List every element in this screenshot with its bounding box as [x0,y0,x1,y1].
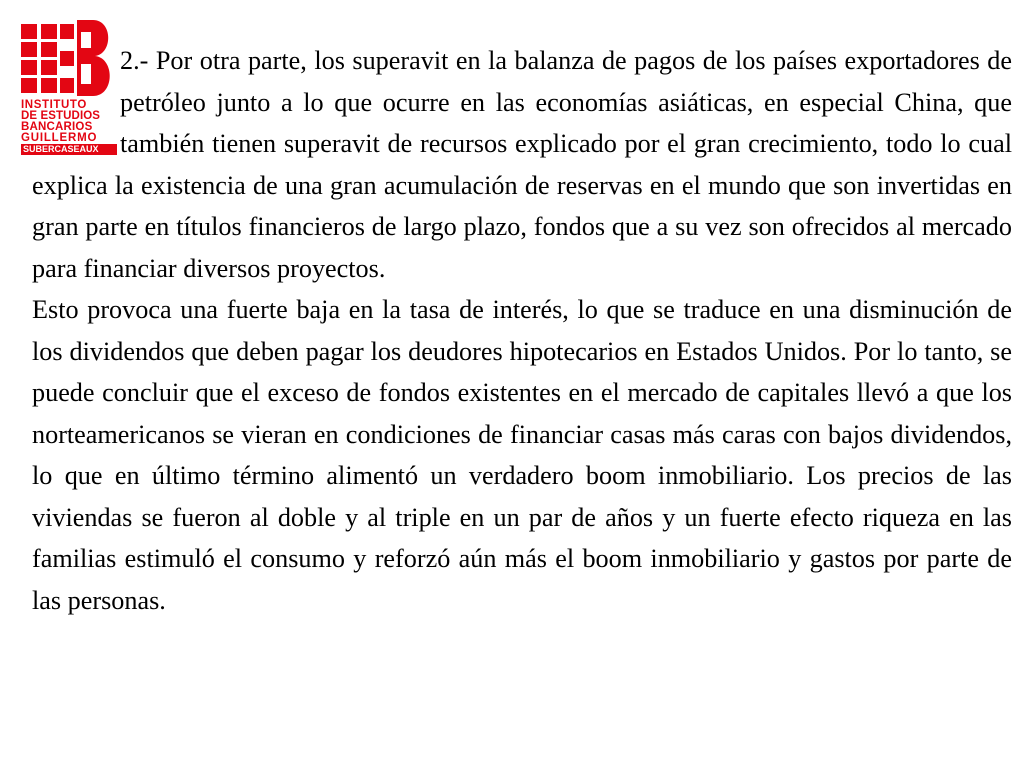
logo-text-line1: INSTITUTO [21,99,87,111]
paragraph-1: 2.- Por otra parte, los superavit en la balanza de pagos de los países exportadores de petróleo junto a lo que ocurre en las economías asiáticas, en especial China, que también tienen superavit de recursos explicado por el gran crecimiento, todo lo cual explica la existencia de una gran acumulación de reservas en el mundo que son invertidas en gran parte en títulos financieros de largo plazo, fondos que a su vez son ofrecidos al mercado para financiar diversos proyectos. [32,46,1012,283]
logo-text-line5: SUBERCASEAUX [21,144,117,155]
logo-text-line2: DE ESTUDIOS [21,110,101,122]
logo-text-line3: BANCARIOS [21,121,93,133]
logo-text-line4: GUILLERMO [21,132,98,144]
body-text [32,40,1012,621]
logo-spacer [32,40,120,162]
paragraph-2: Esto provoca una fuerte baja en la tasa de interés, lo que se traduce en una disminución de los dividendos que deben pagar los deudores hipotecarios en Estados Unidos. Por lo tanto, se puede concluir que el exceso de fondos existentes en el mercado de capitales llevó a que los norteamericanos se vieran en condiciones de financiar casas más caras con bajos dividendos, lo que en último término alimentó un verdadero boom inmobiliario. Los precios de las viviendas se fueron al doble y al triple en un par de años y un fuerte efecto riqueza en las familias estimuló el consumo y reforzó aún más el boom inmobiliario y gastos por parte de las personas. [32,295,1012,615]
